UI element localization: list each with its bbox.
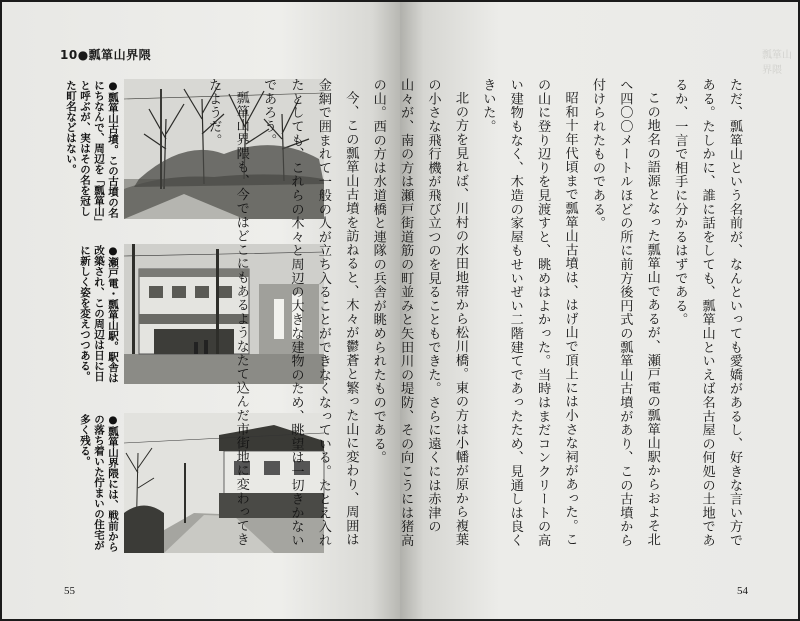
caption-kofun bbox=[62, 80, 120, 222]
paragraph: 北の方を見れば、川村の水田地帯から松川橋。東の方は小幡が原から複葉の小さな飛行機が飛び立つのを見ることもできた。さらに遠くには赤津の山々が、南の方は瀬戸街道筋の町並みと矢田川の堤防、その向こうには猪高の山。西の方は水道橋と連隊の兵舎が眺められたものである。 bbox=[370, 78, 468, 548]
paragraph: 昭和十年代頃まで瓢箪山古墳は、はげ山で頂上には小さな祠があった。この山に登り辺りを見渡すと、眺めはよかった。当時はまだコンクリートの高い建物もなく、木造の家屋もせいぜい二階建てであったため、見通しは良くきいた。 bbox=[480, 78, 578, 548]
paragraph: この地名の語源となった瓢箪山であるが、瀬戸電の瓢箪山駅からおよそ北へ四〇〇メートルほどの所に前方後円式の瓢箪山古墳があり、この古墳から付けられたものである。 bbox=[589, 78, 660, 548]
body-text bbox=[206, 78, 748, 548]
book-spread bbox=[2, 2, 798, 619]
caption-text: 瓢箪山界隈には、戦前からの落ち着いた佇まいの住宅が多く残る。 bbox=[79, 414, 119, 552]
caption-houses bbox=[62, 414, 120, 556]
caption-text: 瀬戸電・瓢箪山駅。駅舎は改築され、この周辺は日に日に新しく姿を変えつつある。 bbox=[79, 245, 119, 383]
running-head: 10●瓢箪山界隈 bbox=[60, 48, 152, 62]
page-number-right: 54 bbox=[737, 585, 748, 597]
caption-bullet-icon: ● bbox=[107, 245, 119, 257]
caption-station bbox=[62, 245, 120, 387]
page-number-left: 55 bbox=[64, 585, 75, 597]
paragraph: 今、この瓢箪山古墳を訪ねると、木々が鬱蒼と繁った山に変わり、周囲は金網で囲まれて一般の人が立ち入ることができなくなっている。たとえ入れたとしても、これらの木々と周辺の大きな建物のため、眺望は一切きかないであろう。 bbox=[261, 78, 359, 548]
caption-bullet-icon: ● bbox=[107, 80, 119, 92]
running-head-show-through: 瓢箪山界隈 bbox=[762, 50, 792, 76]
paragraph: 瓢箪山界隈も、今ではどこにもあるようなたて込んだ市街地に変わってきたようだ。 bbox=[206, 78, 249, 547]
caption-text: 瓢箪山古墳。この古墳の名にちなんで、周辺を「瓢箪山」と呼ぶが、実はその名を冠した町名などはない。 bbox=[65, 80, 119, 222]
caption-bullet-icon: ● bbox=[107, 414, 119, 426]
paragraph: ただ、瓢箪山という名前が、なんといっても愛嬌があるし、好きな言い方である。たしかに、誰に話をしても、瓢箪山といえば名古屋の何処の土地であるか、一言で相手に分かるはずである。 bbox=[672, 78, 742, 548]
